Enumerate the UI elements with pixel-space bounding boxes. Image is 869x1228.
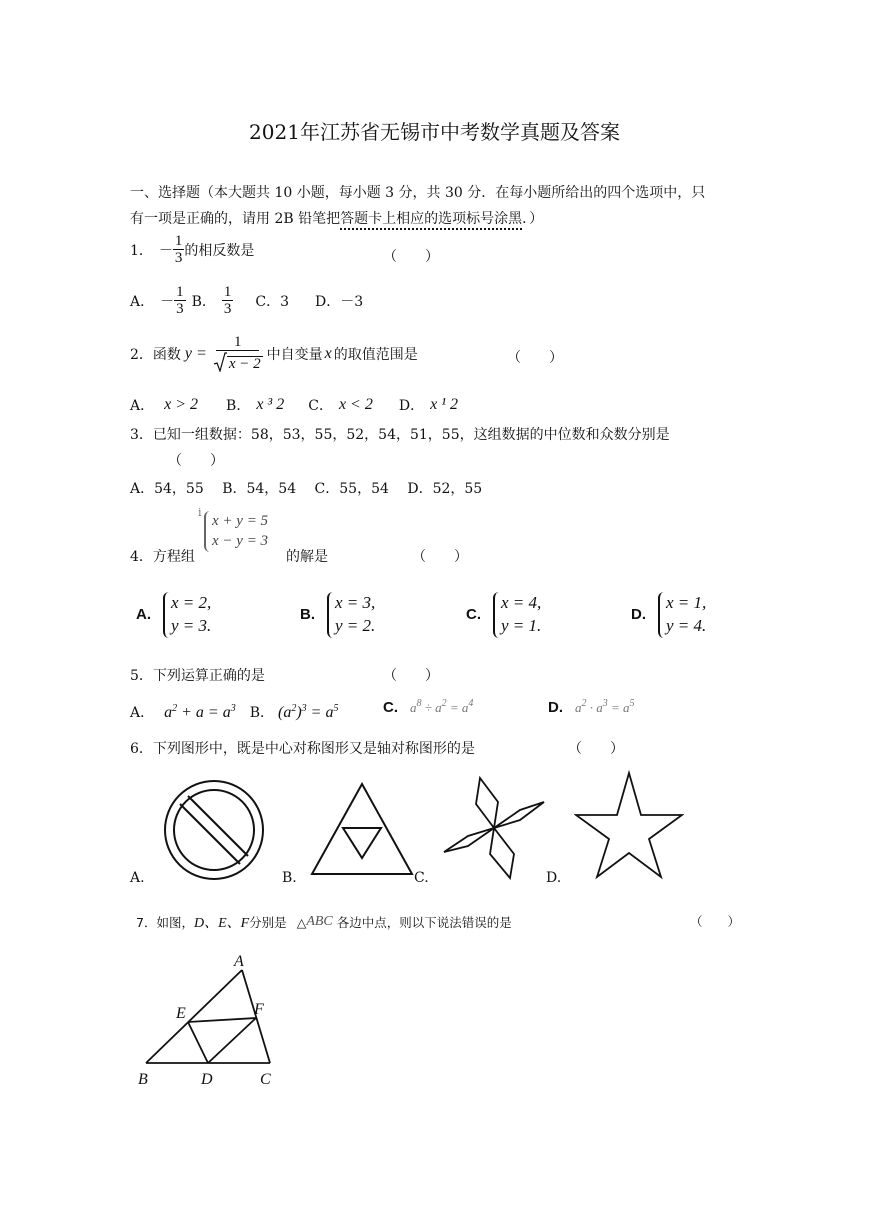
q4-option-c-label: C. <box>466 606 481 624</box>
q1-option-a-fraction <box>174 285 186 317</box>
q7-triangle-name: ABC <box>306 914 333 929</box>
q1-option-a-label: A． <box>130 294 155 310</box>
q1-fraction-numerator: 1 <box>174 233 183 249</box>
q2-variable: x <box>324 344 332 362</box>
q5-option-a: $a^2 + a = a^3$ <box>164 702 236 721</box>
vertex-label-e: E <box>176 1005 186 1022</box>
q3-answer-paren: （ ） <box>168 453 224 469</box>
question-1 <box>130 234 254 266</box>
q4-option-b-line2: y = 2. <box>335 615 376 635</box>
q2-answer-paren: （ ） <box>507 350 563 366</box>
q4-option-d-line2: y = 4. <box>666 615 707 635</box>
q4-option-d-label: D. <box>631 606 646 624</box>
q4-option-c-system <box>493 592 541 638</box>
q6-answer-paren: （ ） <box>568 741 624 757</box>
q4-option-a-system <box>163 592 211 638</box>
q2-option-c: x < 2 <box>338 396 373 413</box>
q7-points: D、E、F <box>193 916 250 931</box>
question-6: 6．下列图形中，既是中心对称图形又是轴对称图形的是 <box>130 741 475 757</box>
q4-option-b-line1: x = 3, <box>335 593 376 612</box>
question-7 <box>136 912 512 932</box>
q1-option-d: D．－3 <box>315 294 364 310</box>
q4-option-a <box>136 592 211 638</box>
q4-system <box>204 510 268 552</box>
q6-figure-a-label: A. <box>130 870 145 886</box>
section-line2-emphasis: 答题卡上相应的选项标号涂黑 <box>340 211 522 230</box>
q4-option-b <box>300 592 375 638</box>
q5-option-d-label: D. <box>548 698 563 716</box>
q4-equation-2: x − y = 3 <box>212 533 269 550</box>
q2-text-mid: 中自变量 <box>266 346 323 363</box>
q5-options <box>130 702 338 722</box>
vertex-label-c: C <box>260 1071 271 1088</box>
q5-answer-paren: （ ） <box>383 668 439 684</box>
pinwheel-figure <box>440 774 548 882</box>
q2-option-a-label: A． <box>130 398 155 414</box>
q4-option-c-line2: y = 1. <box>501 615 542 635</box>
question-3: 3．已知一组数据：58，53，55，52，54，51，55，这组数据的中位数和众数分别是 <box>130 427 670 443</box>
q1-option-c: C．3 <box>255 294 290 310</box>
q2-option-b-label: B． <box>226 398 251 414</box>
q1-number: 1． <box>130 243 153 259</box>
q6-figure-b-label: B. <box>282 870 297 886</box>
q4-equation-system <box>204 511 268 552</box>
q1-option-a-numerator: 1 <box>176 284 184 300</box>
q7-text-prefix: 7．如图， <box>136 915 194 930</box>
section-line2-prefix: 有一项是正确的，请用 2B 铅笔把 <box>130 211 341 227</box>
triangle-figure <box>310 782 414 876</box>
q2-option-a: x > 2 <box>164 396 199 413</box>
q5-option-d <box>548 698 635 716</box>
q4-text-end: 的解是 <box>286 549 328 565</box>
q7-text-end: 各边中点，则以下说法错误的是 <box>336 915 512 930</box>
q5-option-b-label: B． <box>249 705 275 721</box>
q4-answer-paren: （ ） <box>412 549 468 565</box>
q5-option-c-label: C. <box>383 698 398 716</box>
q1-answer-paren: （ ） <box>383 249 439 265</box>
section-heading-line2 <box>130 208 543 228</box>
q5-option-b: $(a^2)^3 = a^5$ <box>278 702 339 721</box>
q4-equation-1: x + y = 5 <box>212 513 269 529</box>
q4-option-a-line1: x = 2, <box>171 593 212 612</box>
q1-fraction-denominator: 3 <box>174 250 183 266</box>
q2-option-d: x ¹ 2 <box>430 396 458 413</box>
q1-option-a-denominator: 3 <box>176 301 184 317</box>
q2-fraction-numerator: 1 <box>216 335 260 351</box>
star-figure <box>574 770 684 880</box>
triangle-symbol-icon: △ <box>296 914 307 930</box>
q2-number: 2．函数 <box>130 346 181 363</box>
vertex-label-b: B <box>138 1071 148 1088</box>
q1-options <box>130 285 363 317</box>
q1-minus: － <box>158 243 173 259</box>
vertex-label-f: F <box>254 1001 264 1018</box>
q4-option-b-label: B. <box>300 606 315 624</box>
q2-options <box>130 395 458 415</box>
q2-option-b: x ³ 2 <box>256 396 285 413</box>
q4-option-c <box>466 592 541 638</box>
q1-option-b-label: B． <box>191 294 216 310</box>
q4-marker: i <box>198 506 202 519</box>
q1-fraction <box>173 234 185 266</box>
q2-radicand: x − 2 <box>228 356 261 372</box>
q5-option-a-label: A． <box>130 705 155 721</box>
q1-option-b-fraction <box>222 285 234 317</box>
page-title: 2021年江苏省无锡市中考数学真题及答案 <box>249 120 620 144</box>
q2-fraction <box>211 335 265 372</box>
question-5: 5．下列运算正确的是 <box>130 668 265 684</box>
q4-option-a-label: A. <box>136 606 151 624</box>
section-line2-suffix: ．） <box>522 211 544 227</box>
q1-option-b-numerator: 1 <box>223 284 232 300</box>
sqrt-icon <box>213 352 227 372</box>
q1-option-b-denominator: 3 <box>223 301 232 317</box>
q2-text-end: 的取值范围是 <box>333 346 418 363</box>
q4-number: 4．方程组 <box>130 549 195 565</box>
q7-text-mid: 分别是 <box>249 915 287 930</box>
q4-option-a-line2: y = 3. <box>171 615 212 635</box>
section-heading-line1: 一、选择题（本大题共 10 小题，每小题 3 分，共 30 分．在每小题所给出的四个选项中，只 <box>130 185 706 201</box>
q4-option-d <box>631 592 706 638</box>
q2-fraction-denominator <box>211 351 265 372</box>
q2-option-c-label: C． <box>308 398 333 414</box>
q6-figure-d-label: D. <box>546 870 562 886</box>
q5-option-c <box>383 698 473 716</box>
question-2 <box>130 335 418 372</box>
q1-option-a-minus: － <box>160 294 175 310</box>
vertex-label-d: D <box>201 1071 213 1088</box>
q5-option-c-expr: $a^8 \div a^2 = a^4$ <box>410 698 474 715</box>
q7-answer-paren: （ ） <box>690 914 741 929</box>
vertex-label-a: A <box>234 953 244 970</box>
q1-text: 的相反数是 <box>184 243 255 259</box>
q6-figure-c-label: C. <box>414 870 429 886</box>
q4-option-d-system <box>658 592 706 638</box>
q4-option-c-line1: x = 4, <box>501 593 542 612</box>
q4-option-b-system <box>327 592 375 638</box>
prohibition-sign-figure <box>162 778 266 882</box>
q5-option-d-expr: $a^2 \cdot a^3 = a^5$ <box>575 698 635 715</box>
q3-options: A．54，55 B．54，54 C．55，54 D．52，55 <box>130 481 483 497</box>
q2-y-equals: y = <box>184 344 207 362</box>
q4-option-d-line1: x = 1, <box>666 593 707 612</box>
triangle-midpoints-figure <box>132 950 292 1090</box>
q2-option-d-label: D． <box>398 398 425 414</box>
